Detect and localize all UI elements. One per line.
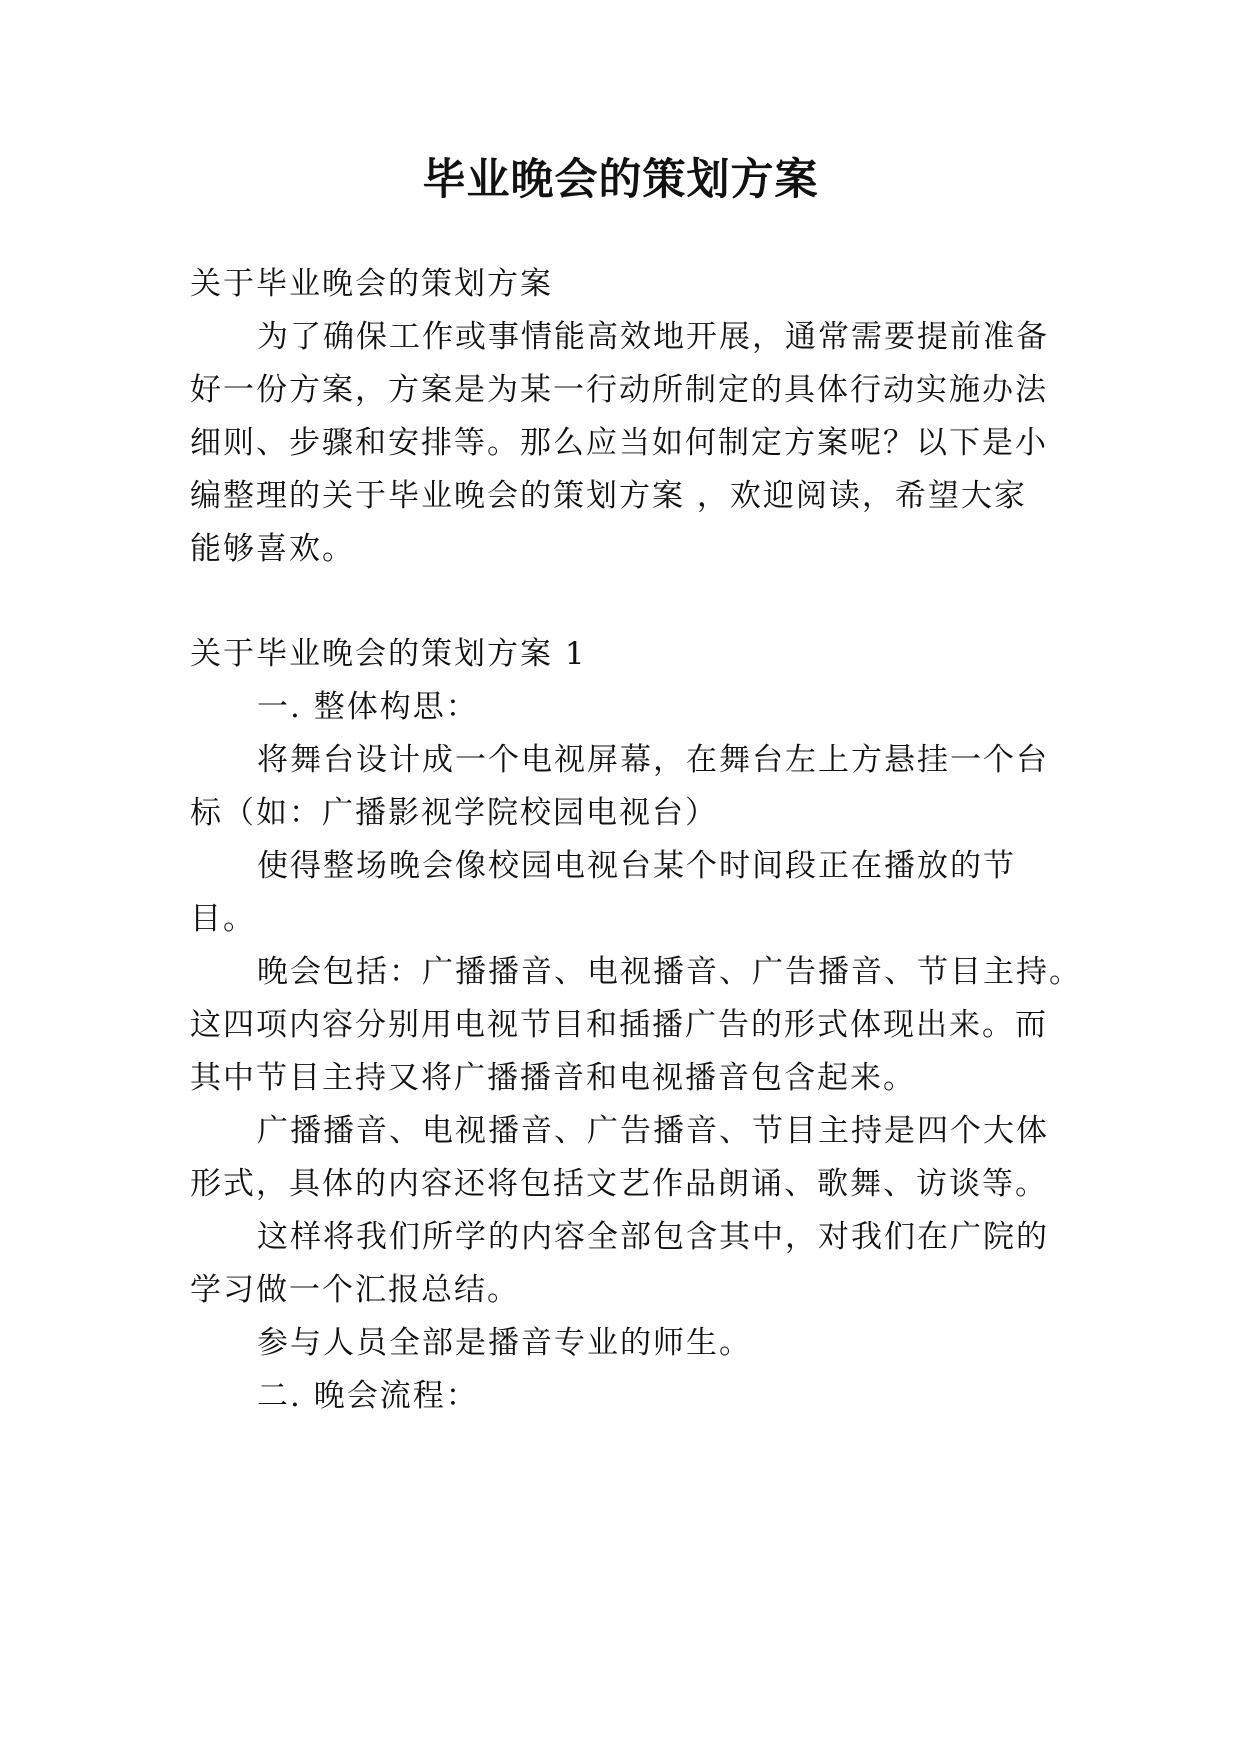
part1-heading: 一. 整体构思： — [257, 689, 479, 725]
intro-paragraph-line: 编整理的关于毕业晚会的策划方案 ，欢迎阅读，希望大家 — [190, 478, 1027, 514]
intro-paragraph-line: 为了确保工作或事情能高效地开展，通常需要提前准备 — [257, 319, 1049, 355]
program-paragraph-line: 使得整场晚会像校园电视台某个时间段正在播放的节 — [257, 848, 1016, 884]
section1-heading: 关于毕业晚会的策划方案 1 — [190, 636, 587, 672]
document-title: 毕业晚会的策划方案 — [422, 155, 819, 205]
program-paragraph-line: 目。 — [190, 901, 256, 937]
part2-heading: 二. 晚会流程： — [257, 1378, 479, 1414]
forms-paragraph-line: 广播播音、电视播音、广告播音、节目主持是四个大体 — [257, 1113, 1049, 1149]
concept-paragraph-line: 将舞台设计成一个电视屏幕，在舞台左上方悬挂一个台 — [257, 742, 1049, 778]
intro-paragraph-line: 好一份方案，方案是为某一行动所制定的具体行动实施办法 — [190, 372, 1048, 408]
concept-paragraph-line: 标（如：广播影视学院校园电视台） — [190, 795, 718, 831]
intro-heading: 关于毕业晚会的策划方案 — [190, 266, 553, 302]
intro-paragraph-line: 能够喜欢。 — [190, 531, 355, 567]
summary-paragraph-line: 这样将我们所学的内容全部包含其中，对我们在广院的 — [257, 1219, 1049, 1255]
intro-paragraph-line: 细则、步骤和安排等。那么应当如何制定方案呢？以下是小 — [190, 425, 1048, 461]
summary-paragraph-line: 学习做一个汇报总结。 — [190, 1272, 520, 1308]
forms-paragraph-line: 形式，具体的内容还将包括文艺作品朗诵、歌舞、访谈等。 — [190, 1166, 1048, 1202]
include-paragraph-line: 这四项内容分别用电视节目和插播广告的形式体现出来。而 — [190, 1007, 1048, 1043]
participants-line: 参与人员全部是播音专业的师生。 — [257, 1325, 752, 1361]
include-paragraph-line: 其中节目主持又将广播播音和电视播音包含起来。 — [190, 1060, 916, 1096]
include-paragraph-line: 晚会包括：广播播音、电视播音、广告播音、节目主持。 — [257, 954, 1082, 990]
